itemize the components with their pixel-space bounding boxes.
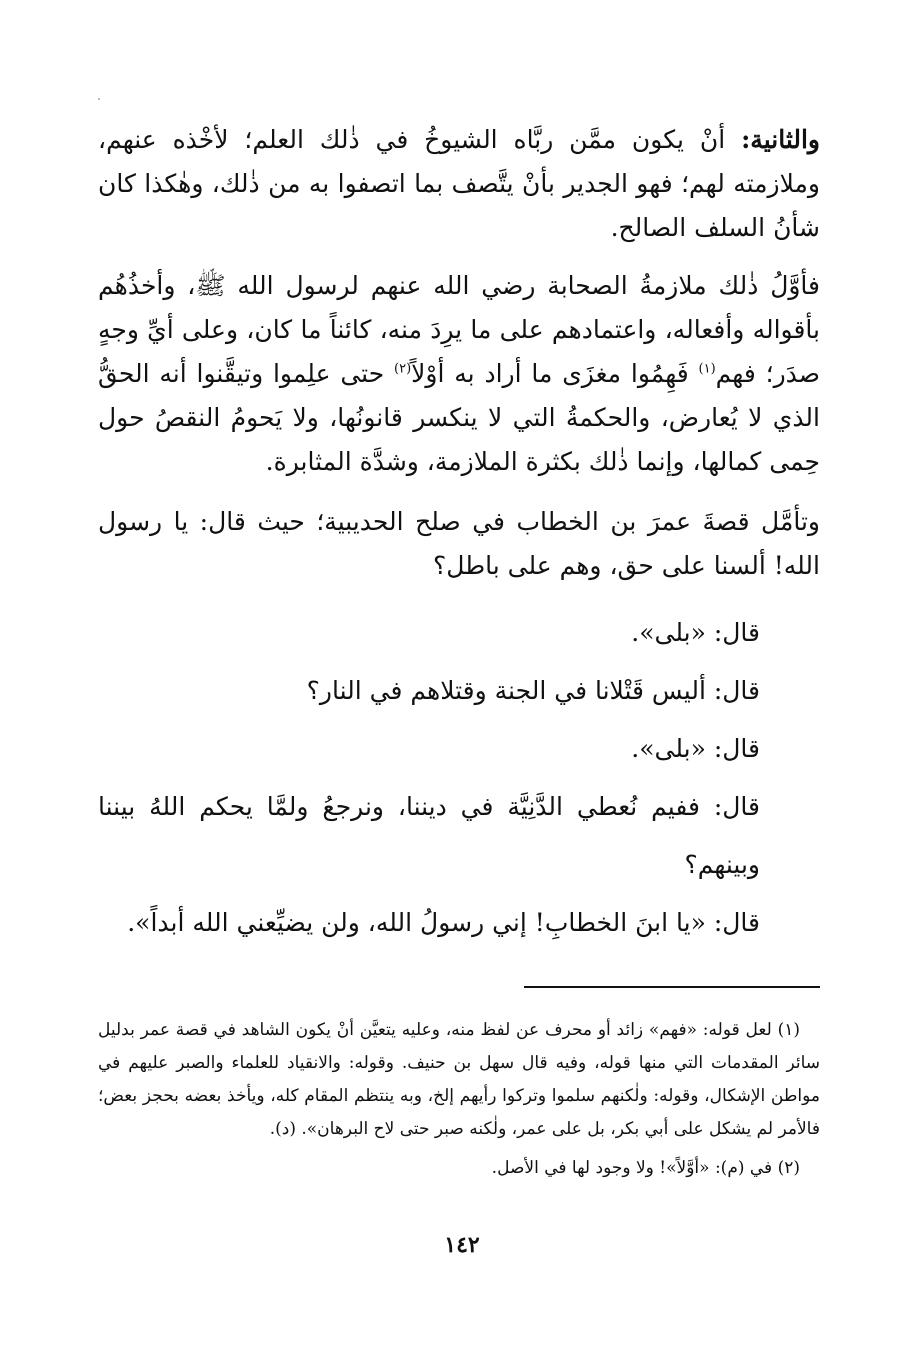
paragraph-text-part-a: فأوَّلُ ذٰلك ملازمةُ الصحابة رضي الله عنهم لرسول الله ﷺ، وأخذُهُم بأقواله وأفعاله، واعتمادهم على ما يرِدَ منه، كائناً ما كان، وعلى أيِّ وجهٍ صدَر؛ فهم: [98, 271, 820, 388]
footnote-2: (٢) في (م): «أوَّلاً»! ولا وجود لها في الأصل.: [491, 1158, 800, 1178]
paragraph-text-part-b: فَهِمُوا مغزَى ما أراد به أوْلاً: [411, 359, 689, 388]
paragraph-companions: [98, 264, 820, 484]
dialogue-line: قال: «يا ابنَ الخطابِ! إني رسولُ الله، ولن يضيِّعني الله أبداً».: [127, 908, 760, 937]
page-number: ١٤٢: [444, 1232, 480, 1258]
footnote-1: (١) لعل قوله: «فهم» زائد أو محرف عن لفظ منه، وعليه يتعيَّن أنْ يكون الشاهد في قصة عمر بدليل سائر المقدمات التي منها قوله، وفيه قال سهل بن حنيف. وقوله: والانقياد للعلماء والصبر عليهم في مواطن الإشكال، وقوله: ولٰكنهم سلموا وتركوا رأيهم إلخ، وبه ينتظم المقام كله، ويأخذ بعضه بحجز بعض؛ فالأمر لم يشكل على أبي بكر، بل على عمر، ولٰكنه صبر حتى لاح البرهان». (د).: [98, 1020, 820, 1139]
dialogue-line: قال: «بلى».: [631, 618, 760, 647]
paragraph-text-part-c: حتى علِموا وتيقَّنوا أنه الحقُّ الذي لا يُعارض، والحكمةُ التي لا ينكسر قانونُها، ولا يَحومُ النقصُ حول حِمى كمالها، وإنما ذٰلك بكثرة الملازمة، وشدَّة المثابرة.: [98, 359, 821, 476]
footnote-ref-2[interactable]: (٢): [394, 361, 412, 377]
paragraph-text: أنْ يكون ممَّن ربَّاه الشيوخُ في ذٰلك العلم؛ لأخْذه عنهم، وملازمته لهم؛ فهو الجدير بأنْ يتَّصف بما اتصفوا به من ذٰلك، وهٰكذا كان شأنُ السلف الصالح.: [98, 125, 820, 242]
dialogue-list: [98, 604, 820, 952]
paragraph-second-condition: [98, 118, 820, 250]
footnote-ref-1[interactable]: (١): [698, 361, 716, 377]
page-body: [98, 118, 820, 1191]
footnotes: [98, 1014, 820, 1185]
paragraph-lead-word: والثانية:: [741, 125, 820, 154]
dialogue-line: قال: أليس قَتْلانا في الجنة وقتلاهم في النار؟: [306, 676, 760, 705]
paragraph-text: وتأمَّل قصةَ عمرَ بن الخطاب في صلح الحديبية؛ حيث قال: يا رسول الله! ألسنا على حق، وهم على باطل؟: [98, 507, 820, 580]
paragraph-umar-story: [98, 500, 820, 588]
dialogue-line: قال: «بلى».: [631, 734, 760, 763]
dialogue-line: قال: ففيم نُعطي الدَّنِيَّة في ديننا، ونرجعُ ولمَّا يحكم اللهُ بيننا وبينهم؟: [98, 792, 761, 879]
footnote-divider: [524, 986, 820, 988]
scan-speck: [98, 98, 100, 100]
